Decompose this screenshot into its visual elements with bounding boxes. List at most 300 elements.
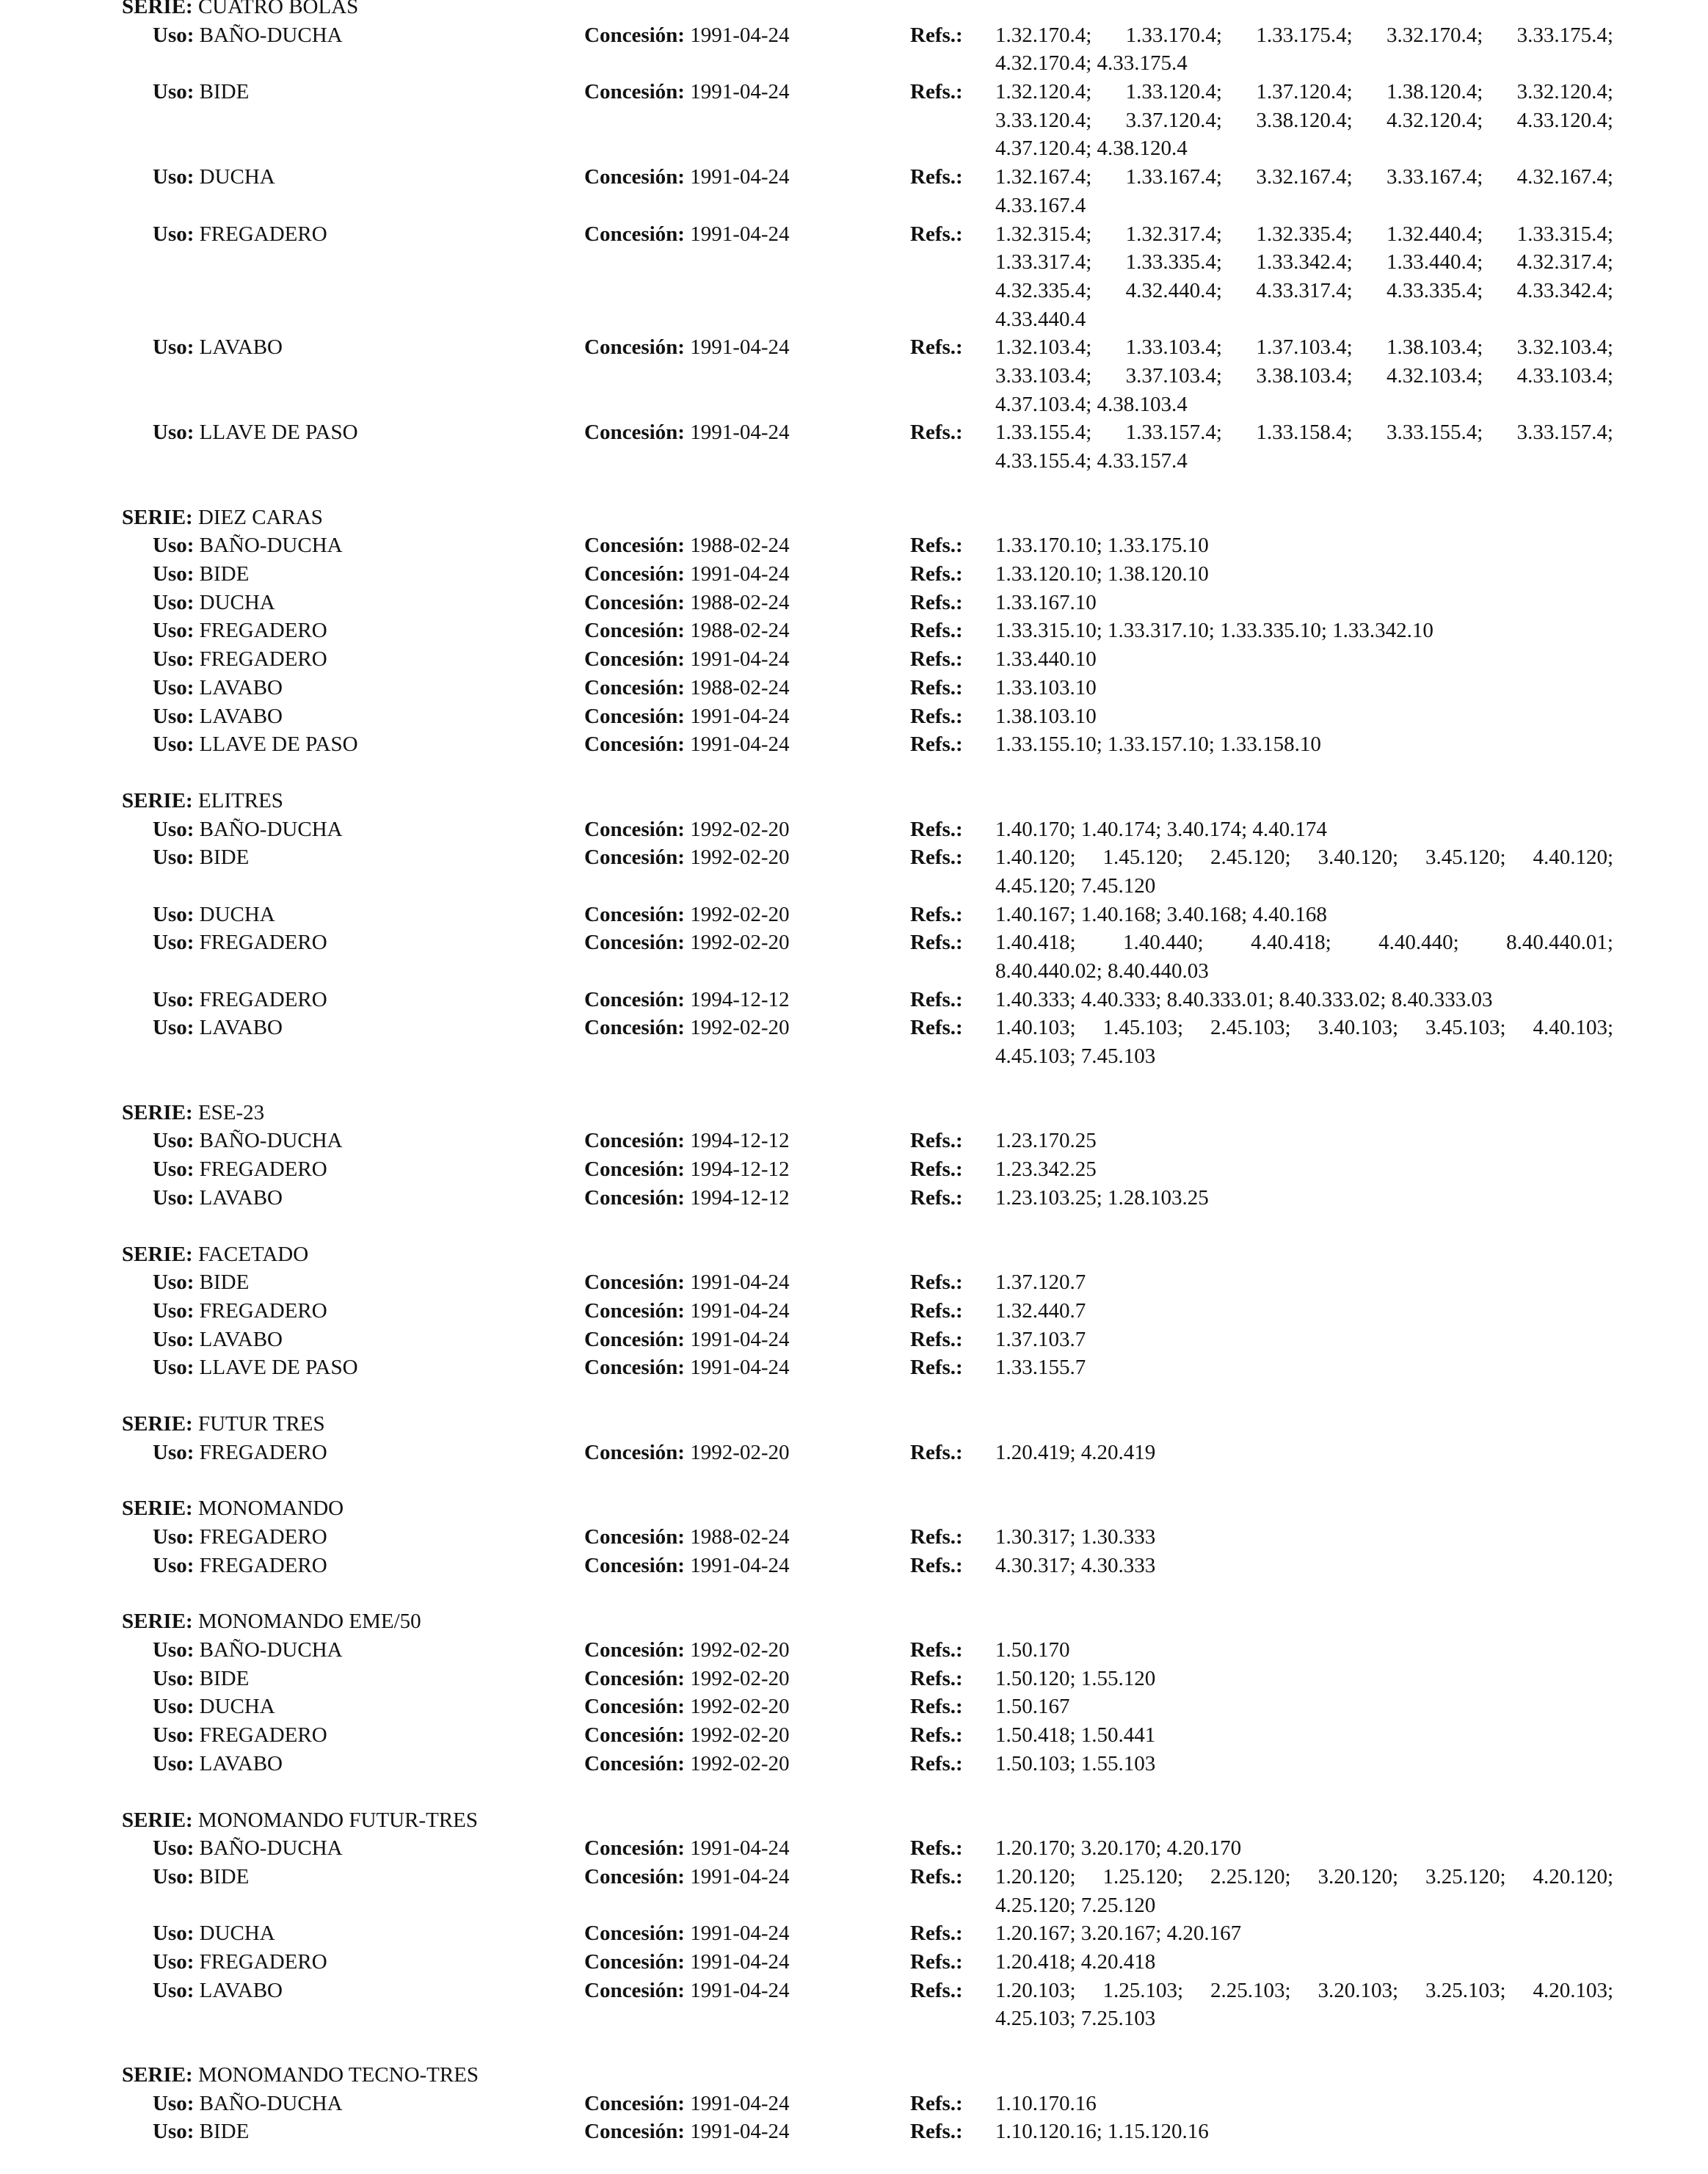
uso-field xyxy=(153,1552,327,1580)
refs-line: 3.33.103.4; 3.37.103.4; 3.38.103.4; 4.32.103.4; 4.33.103.4; xyxy=(995,363,1613,388)
serie-title xyxy=(0,503,1708,532)
concesion-field xyxy=(584,560,790,589)
uso-value: BIDE xyxy=(199,562,250,586)
uso-value: FREGADERO xyxy=(199,1298,327,1323)
refs-label: Refs.: xyxy=(910,1327,963,1351)
list-item xyxy=(0,1977,1708,2033)
refs-label: Refs.: xyxy=(910,1440,963,1464)
concesion-label: Concesión: xyxy=(584,1864,685,1888)
refs-list xyxy=(995,617,1613,645)
serie-label: SERIE: xyxy=(122,788,193,812)
refs-line: 1.32.103.4; 1.33.103.4; 1.37.103.4; 1.38.103.4; 3.32.103.4; xyxy=(995,335,1613,360)
refs-list xyxy=(995,702,1613,731)
concesion-field xyxy=(584,730,790,759)
concesion-date: 1988-02-24 xyxy=(690,534,790,558)
concesion-field xyxy=(584,674,790,702)
uso-value: BIDE xyxy=(199,1864,250,1888)
list-item xyxy=(0,645,1708,674)
uso-value: FREGADERO xyxy=(199,619,327,643)
concesion-label: Concesión: xyxy=(584,817,685,841)
uso-field xyxy=(153,333,283,362)
refs-label: Refs.: xyxy=(910,647,963,672)
uso-field xyxy=(153,21,343,50)
refs-list xyxy=(995,1977,1613,2033)
uso-field xyxy=(153,815,343,844)
concesion-date: 1988-02-24 xyxy=(690,1525,790,1549)
uso-value: LLAVE DE PASO xyxy=(199,1356,358,1380)
uso-field xyxy=(153,1636,343,1665)
serie-section xyxy=(0,1410,1708,1466)
refs-label: Refs.: xyxy=(910,1751,963,1775)
concesion-field xyxy=(584,21,790,50)
concesion-label: Concesión: xyxy=(584,1553,685,1577)
refs-label: Refs.: xyxy=(910,421,963,445)
concesion-field xyxy=(584,815,790,844)
uso-value: DUCHA xyxy=(199,590,275,614)
refs-label: Refs.: xyxy=(910,80,963,104)
uso-value: FREGADERO xyxy=(199,1525,327,1549)
concesion-label: Concesión: xyxy=(584,534,685,558)
refs-list xyxy=(995,645,1613,674)
refs-line: 1.33.315.10; 1.33.317.10; 1.33.335.10; 1.33.342.10 xyxy=(995,619,1433,643)
concesion-date: 1991-04-24 xyxy=(690,1356,790,1380)
list-item xyxy=(0,589,1708,617)
refs-line: 1.50.120; 1.55.120 xyxy=(995,1666,1156,1690)
refs-label: Refs.: xyxy=(910,619,963,643)
refs-label: Refs.: xyxy=(910,1356,963,1380)
uso-field xyxy=(153,901,275,929)
concesion-date: 1992-02-20 xyxy=(690,902,790,926)
uso-label: Uso: xyxy=(153,1157,195,1182)
uso-value: BIDE xyxy=(199,80,250,104)
serie-title xyxy=(0,1410,1708,1439)
serie-title xyxy=(0,0,1708,21)
refs-line: 1.33.120.10; 1.38.120.10 xyxy=(995,562,1209,586)
uso-value: DUCHA xyxy=(199,1695,275,1719)
refs-list xyxy=(995,1523,1613,1552)
concesion-field xyxy=(584,1693,790,1721)
uso-label: Uso: xyxy=(153,1864,195,1888)
uso-value: LAVABO xyxy=(199,335,283,360)
uso-value: LLAVE DE PASO xyxy=(199,421,358,445)
uso-value: BAÑO-DUCHA xyxy=(199,23,343,47)
refs-line: 1.40.333; 4.40.333; 8.40.333.01; 8.40.333.02; 8.40.333.03 xyxy=(995,987,1493,1011)
refs-label: Refs.: xyxy=(910,817,963,841)
list-item xyxy=(0,1439,1708,1467)
refs-list xyxy=(995,531,1613,560)
refs-line: 4.45.103; 7.45.103 xyxy=(995,1044,1156,1069)
refs-line: 1.33.167.10 xyxy=(995,590,1097,614)
uso-value: FREGADERO xyxy=(199,647,327,672)
concesion-label: Concesión: xyxy=(584,732,685,757)
uso-field xyxy=(153,1693,275,1721)
uso-field xyxy=(153,220,327,249)
refs-line: 1.23.170.25 xyxy=(995,1129,1097,1153)
uso-value: BAÑO-DUCHA xyxy=(199,2091,343,2115)
uso-field xyxy=(153,1439,327,1467)
list-item xyxy=(0,2117,1708,2146)
concesion-field xyxy=(584,220,790,249)
refs-list xyxy=(995,1326,1613,1354)
refs-label: Refs.: xyxy=(910,1270,963,1295)
list-item xyxy=(0,730,1708,759)
uso-label: Uso: xyxy=(153,1440,195,1464)
serie-name: MONOMANDO xyxy=(197,1497,344,1521)
list-item xyxy=(0,1750,1708,1778)
concesion-date: 1991-04-24 xyxy=(690,165,790,189)
concesion-field xyxy=(584,1127,790,1155)
uso-field xyxy=(153,589,275,617)
refs-label: Refs.: xyxy=(910,1129,963,1153)
uso-label: Uso: xyxy=(153,165,195,189)
uso-label: Uso: xyxy=(153,704,195,728)
concesion-field xyxy=(584,2090,790,2118)
concesion-date: 1988-02-24 xyxy=(690,619,790,643)
concesion-field xyxy=(584,2117,790,2146)
refs-list xyxy=(995,1919,1613,1948)
uso-field xyxy=(153,1834,343,1863)
refs-line: 4.37.120.4; 4.38.120.4 xyxy=(995,137,1188,161)
serie-name: FUTUR TRES xyxy=(197,1411,325,1436)
uso-label: Uso: xyxy=(153,1016,195,1040)
refs-label: Refs.: xyxy=(910,1525,963,1549)
refs-line: 4.45.120; 7.45.120 xyxy=(995,873,1156,898)
uso-value: FREGADERO xyxy=(199,1440,327,1464)
refs-list xyxy=(995,418,1613,475)
list-item xyxy=(0,220,1708,334)
refs-label: Refs.: xyxy=(910,1638,963,1662)
list-item xyxy=(0,418,1708,475)
refs-list xyxy=(995,2090,1613,2118)
list-item xyxy=(0,1326,1708,1354)
concesion-date: 1992-02-20 xyxy=(690,1638,790,1662)
uso-label: Uso: xyxy=(153,1638,195,1662)
refs-label: Refs.: xyxy=(910,1185,963,1210)
uso-value: LAVABO xyxy=(199,704,283,728)
concesion-label: Concesión: xyxy=(584,1666,685,1690)
serie-label: SERIE: xyxy=(122,1610,193,1634)
refs-label: Refs.: xyxy=(910,987,963,1011)
serie-label: SERIE: xyxy=(122,1808,193,1832)
concesion-label: Concesión: xyxy=(584,1638,685,1662)
concesion-date: 1988-02-24 xyxy=(690,590,790,614)
uso-value: LLAVE DE PASO xyxy=(199,732,358,757)
refs-line: 1.50.103; 1.55.103 xyxy=(995,1751,1156,1775)
serie-title xyxy=(0,1240,1708,1269)
refs-line: 1.10.170.16 xyxy=(995,2091,1097,2115)
refs-line: 4.33.440.4 xyxy=(995,307,1086,331)
serie-title xyxy=(0,787,1708,815)
refs-label: Refs.: xyxy=(910,931,963,955)
uso-label: Uso: xyxy=(153,846,195,870)
uso-label: Uso: xyxy=(153,1666,195,1690)
concesion-field xyxy=(584,418,790,447)
concesion-label: Concesión: xyxy=(584,165,685,189)
serie-label: SERIE: xyxy=(122,1242,193,1266)
uso-field xyxy=(153,1523,327,1552)
refs-list xyxy=(995,21,1613,78)
list-item xyxy=(0,928,1708,985)
uso-label: Uso: xyxy=(153,1356,195,1380)
list-item xyxy=(0,2090,1708,2118)
uso-label: Uso: xyxy=(153,2091,195,2115)
concesion-date: 1992-02-20 xyxy=(690,1440,790,1464)
concesion-label: Concesión: xyxy=(584,421,685,445)
refs-line: 1.33.170.10; 1.33.175.10 xyxy=(995,534,1209,558)
concesion-field xyxy=(584,1636,790,1665)
concesion-date: 1994-12-12 xyxy=(690,1129,790,1153)
refs-list xyxy=(995,674,1613,702)
uso-field xyxy=(153,78,249,106)
concesion-field xyxy=(584,1665,790,1693)
refs-list xyxy=(995,220,1613,334)
refs-list xyxy=(995,1948,1613,1977)
uso-value: DUCHA xyxy=(199,165,275,189)
list-item xyxy=(0,1721,1708,1750)
uso-field xyxy=(153,986,327,1014)
uso-value: BAÑO-DUCHA xyxy=(199,1836,343,1861)
uso-value: BIDE xyxy=(199,2120,250,2144)
refs-label: Refs.: xyxy=(910,1723,963,1748)
concesion-date: 1992-02-20 xyxy=(690,1723,790,1748)
uso-value: DUCHA xyxy=(199,902,275,926)
uso-field xyxy=(153,1268,249,1297)
list-item xyxy=(0,1523,1708,1552)
refs-label: Refs.: xyxy=(910,23,963,47)
refs-list xyxy=(995,1750,1613,1778)
uso-value: FREGADERO xyxy=(199,1157,327,1182)
uso-label: Uso: xyxy=(153,1129,195,1153)
refs-line: 4.32.335.4; 4.32.440.4; 4.33.317.4; 4.33.335.4; 4.33.342.4; xyxy=(995,278,1613,302)
uso-value: LAVABO xyxy=(199,1327,283,1351)
concesion-label: Concesión: xyxy=(584,1723,685,1748)
concesion-date: 1991-04-24 xyxy=(690,1270,790,1295)
concesion-field xyxy=(584,1297,790,1326)
concesion-field xyxy=(584,1919,790,1948)
concesion-date: 1991-04-24 xyxy=(690,647,790,672)
uso-label: Uso: xyxy=(153,421,195,445)
uso-field xyxy=(153,1919,275,1948)
concesion-date: 1991-04-24 xyxy=(690,732,790,757)
uso-label: Uso: xyxy=(153,1185,195,1210)
uso-label: Uso: xyxy=(153,675,195,699)
serie-section xyxy=(0,503,1708,759)
concesion-label: Concesión: xyxy=(584,80,685,104)
concesion-field xyxy=(584,78,790,106)
serie-name: CUATRO BOLAS xyxy=(197,0,359,18)
refs-list xyxy=(995,1184,1613,1213)
refs-label: Refs.: xyxy=(910,1695,963,1719)
uso-value: LAVABO xyxy=(199,675,283,699)
uso-value: FREGADERO xyxy=(199,931,327,955)
uso-label: Uso: xyxy=(153,1298,195,1323)
refs-label: Refs.: xyxy=(910,2120,963,2144)
concesion-label: Concesión: xyxy=(584,1922,685,1946)
refs-list xyxy=(995,1834,1613,1863)
uso-label: Uso: xyxy=(153,931,195,955)
concesion-date: 1991-04-24 xyxy=(690,704,790,728)
refs-list xyxy=(995,589,1613,617)
serie-section xyxy=(0,0,1708,476)
uso-label: Uso: xyxy=(153,2120,195,2144)
refs-line: 1.33.155.7 xyxy=(995,1356,1086,1380)
list-item xyxy=(0,1155,1708,1184)
concesion-field xyxy=(584,163,790,192)
refs-list xyxy=(995,928,1613,985)
refs-line: 1.32.440.7 xyxy=(995,1298,1086,1323)
list-item xyxy=(0,1353,1708,1382)
refs-line: 8.40.440.02; 8.40.440.03 xyxy=(995,959,1209,983)
serie-label: SERIE: xyxy=(122,1497,193,1521)
concesion-label: Concesión: xyxy=(584,1016,685,1040)
refs-line: 1.20.167; 3.20.167; 4.20.167 xyxy=(995,1922,1242,1946)
concesion-field xyxy=(584,1750,790,1778)
concesion-field xyxy=(584,333,790,362)
concesion-label: Concesión: xyxy=(584,1949,685,1974)
refs-line: 1.20.170; 3.20.170; 4.20.170 xyxy=(995,1836,1242,1861)
concesion-label: Concesión: xyxy=(584,23,685,47)
concesion-field xyxy=(584,843,790,872)
refs-line: 4.33.155.4; 4.33.157.4 xyxy=(995,449,1188,473)
uso-label: Uso: xyxy=(153,80,195,104)
refs-list xyxy=(995,986,1613,1014)
uso-value: FREGADERO xyxy=(199,1723,327,1748)
refs-label: Refs.: xyxy=(910,1157,963,1182)
concesion-date: 1992-02-20 xyxy=(690,931,790,955)
serie-label: SERIE: xyxy=(122,1411,193,1436)
uso-label: Uso: xyxy=(153,647,195,672)
refs-line: 1.33.317.4; 1.33.335.4; 1.33.342.4; 1.33.440.4; 4.32.317.4; xyxy=(995,250,1613,275)
concesion-date: 1992-02-20 xyxy=(690,817,790,841)
concesion-date: 1992-02-20 xyxy=(690,846,790,870)
refs-list xyxy=(995,1155,1613,1184)
refs-list xyxy=(995,560,1613,589)
uso-value: FREGADERO xyxy=(199,1553,327,1577)
serie-label: SERIE: xyxy=(122,0,193,18)
refs-line: 1.40.170; 1.40.174; 3.40.174; 4.40.174 xyxy=(995,817,1327,841)
uso-value: LAVABO xyxy=(199,1185,283,1210)
refs-line: 1.50.170 xyxy=(995,1638,1070,1662)
serie-name: ESE-23 xyxy=(197,1100,265,1124)
uso-field xyxy=(153,1977,283,2005)
refs-line: 1.37.120.7 xyxy=(995,1270,1086,1295)
refs-line: 1.40.167; 1.40.168; 3.40.168; 4.40.168 xyxy=(995,902,1327,926)
concesion-label: Concesión: xyxy=(584,931,685,955)
refs-label: Refs.: xyxy=(910,1978,963,2002)
list-item xyxy=(0,163,1708,219)
concesion-field xyxy=(584,645,790,674)
concesion-label: Concesión: xyxy=(584,1695,685,1719)
concesion-label: Concesión: xyxy=(584,562,685,586)
refs-line: 1.33.155.4; 1.33.157.4; 1.33.158.4; 3.33.155.4; 3.33.157.4; xyxy=(995,421,1613,445)
refs-list xyxy=(995,1636,1613,1665)
refs-line: 1.33.103.10 xyxy=(995,675,1097,699)
serie-section xyxy=(0,1099,1708,1213)
uso-label: Uso: xyxy=(153,1695,195,1719)
concesion-field xyxy=(584,1353,790,1382)
concesion-date: 1991-04-24 xyxy=(690,2120,790,2144)
concesion-date: 1994-12-12 xyxy=(690,1157,790,1182)
refs-list xyxy=(995,901,1613,929)
concesion-date: 1992-02-20 xyxy=(690,1695,790,1719)
uso-value: BAÑO-DUCHA xyxy=(199,817,343,841)
list-item xyxy=(0,21,1708,78)
serie-section xyxy=(0,2061,1708,2146)
concesion-date: 1991-04-24 xyxy=(690,1836,790,1861)
list-item xyxy=(0,1127,1708,1155)
refs-line: 1.40.120; 1.45.120; 2.45.120; 3.40.120; 3.45.120; 4.40.120; xyxy=(995,846,1613,870)
refs-line: 4.30.317; 4.30.333 xyxy=(995,1553,1156,1577)
list-item xyxy=(0,815,1708,844)
list-item xyxy=(0,1268,1708,1297)
concesion-field xyxy=(584,901,790,929)
concesion-label: Concesión: xyxy=(584,619,685,643)
uso-field xyxy=(153,1863,249,1891)
refs-line: 1.33.155.10; 1.33.157.10; 1.33.158.10 xyxy=(995,732,1321,757)
uso-field xyxy=(153,1155,327,1184)
refs-line: 4.37.103.4; 4.38.103.4 xyxy=(995,392,1188,416)
refs-list xyxy=(995,1014,1613,1070)
uso-field xyxy=(153,1326,283,1354)
concesion-date: 1991-04-24 xyxy=(690,421,790,445)
refs-label: Refs.: xyxy=(910,1864,963,1888)
refs-line: 1.32.315.4; 1.32.317.4; 1.32.335.4; 1.32.440.4; 1.33.315.4; xyxy=(995,222,1613,246)
serie-section xyxy=(0,1494,1708,1579)
refs-label: Refs.: xyxy=(910,675,963,699)
serie-section xyxy=(0,1806,1708,2034)
concesion-label: Concesión: xyxy=(584,2091,685,2115)
uso-field xyxy=(153,843,249,872)
uso-label: Uso: xyxy=(153,732,195,757)
serie-name: DIEZ CARAS xyxy=(197,505,323,529)
serie-title xyxy=(0,2061,1708,2090)
uso-label: Uso: xyxy=(153,1836,195,1861)
concesion-label: Concesión: xyxy=(584,1327,685,1351)
refs-list xyxy=(995,1721,1613,1750)
concesion-date: 1991-04-24 xyxy=(690,1864,790,1888)
uso-field xyxy=(153,2090,343,2118)
refs-line: 1.37.103.7 xyxy=(995,1327,1086,1351)
uso-field xyxy=(153,674,283,702)
refs-list xyxy=(995,1552,1613,1580)
concesion-date: 1994-12-12 xyxy=(690,1185,790,1210)
list-item xyxy=(0,531,1708,560)
refs-line: 1.50.167 xyxy=(995,1695,1070,1719)
concesion-date: 1991-04-24 xyxy=(690,222,790,246)
list-item xyxy=(0,1014,1708,1070)
refs-list xyxy=(995,1127,1613,1155)
uso-field xyxy=(153,163,275,192)
concesion-field xyxy=(584,1977,790,2005)
serie-label: SERIE: xyxy=(122,505,193,529)
list-item xyxy=(0,843,1708,900)
refs-label: Refs.: xyxy=(910,1949,963,1974)
concesion-field xyxy=(584,1439,790,1467)
uso-label: Uso: xyxy=(153,1978,195,2002)
concesion-field xyxy=(584,1184,790,1213)
uso-value: LAVABO xyxy=(199,1751,283,1775)
concesion-date: 1991-04-24 xyxy=(690,1298,790,1323)
refs-label: Refs.: xyxy=(910,534,963,558)
concesion-label: Concesión: xyxy=(584,222,685,246)
refs-label: Refs.: xyxy=(910,335,963,360)
serie-title xyxy=(0,1494,1708,1523)
uso-value: BAÑO-DUCHA xyxy=(199,534,343,558)
uso-value: FREGADERO xyxy=(199,222,327,246)
concesion-field xyxy=(584,617,790,645)
refs-list xyxy=(995,333,1613,418)
concesion-label: Concesión: xyxy=(584,1298,685,1323)
